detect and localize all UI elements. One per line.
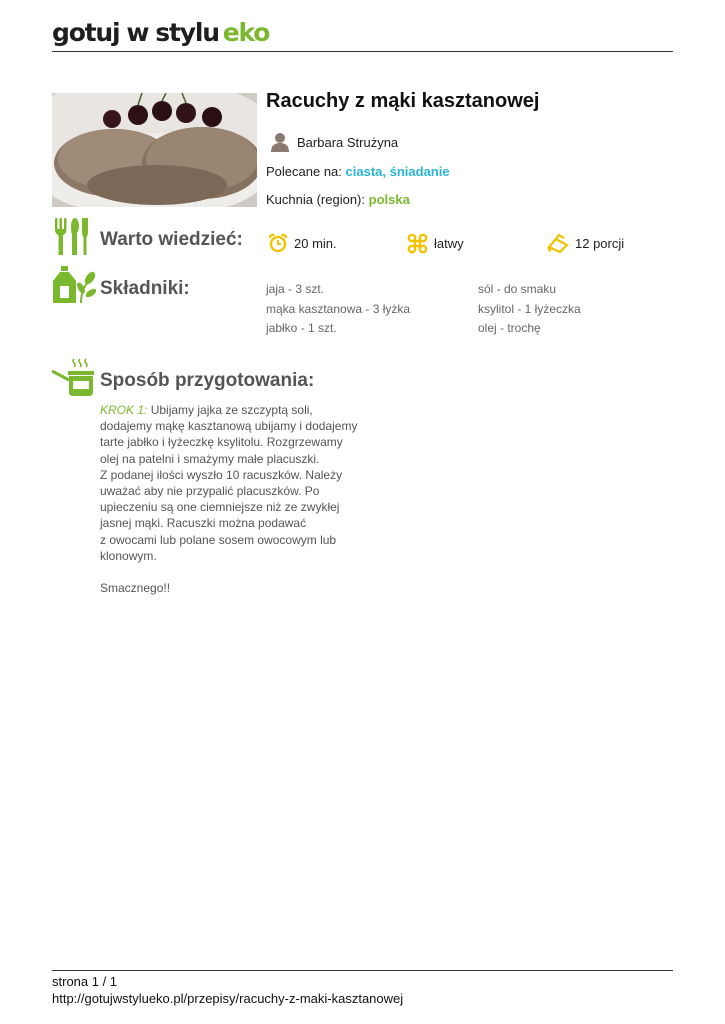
logo-text-gotuj: gotuj bbox=[52, 18, 120, 47]
difficulty-value: łatwy bbox=[434, 236, 464, 251]
ingredient-item: mąka kasztanowa - 3 łyżka bbox=[266, 301, 411, 316]
step-line: uważać aby nie przypalić placuszków. Po bbox=[100, 484, 320, 499]
cooking-pot-icon bbox=[52, 358, 96, 398]
page-number: strona 1 / 1 bbox=[52, 974, 118, 989]
preparation-steps bbox=[100, 402, 400, 596]
step-line: Z podanej ilości wyszło 10 racuszków. Należy bbox=[100, 467, 343, 482]
servings-value: 12 porcji bbox=[575, 235, 625, 251]
author-name[interactable]: Barbara Strużyna bbox=[297, 134, 399, 150]
footer-divider bbox=[52, 970, 673, 971]
header-divider bbox=[52, 51, 673, 52]
step-line bbox=[100, 402, 400, 418]
logo-text-eko: eko bbox=[222, 18, 270, 47]
ingredients-list-right bbox=[478, 280, 581, 339]
ingredients-icon bbox=[52, 266, 96, 304]
step-label: KROK 1: bbox=[100, 403, 148, 417]
step-line: z owocami lub polane sosem owocowym lub bbox=[100, 532, 337, 547]
step-text: Ubijamy jajka ze szczyptą soli, bbox=[150, 403, 313, 417]
servings-icon bbox=[547, 233, 569, 253]
step-line: tarte jabłko i łyżeczkę ksylitolu. Rozgrzewamy bbox=[100, 435, 343, 450]
ingredient-item: jabłko - 1 szt. bbox=[266, 321, 337, 335]
logo-text-stylu: stylu bbox=[155, 18, 219, 47]
recipe-photo bbox=[52, 93, 257, 207]
alarm-clock-icon bbox=[268, 233, 288, 253]
recommended-categories[interactable]: ciasta, śniadanie bbox=[345, 164, 450, 179]
cuisine-value[interactable]: polska bbox=[368, 192, 410, 207]
prep-time bbox=[268, 233, 337, 253]
ingredient-item: ksylitol - 1 łyżeczka bbox=[478, 301, 581, 316]
recommended-label: Polecane na: bbox=[266, 164, 342, 179]
servings bbox=[547, 233, 624, 253]
recommended-line bbox=[266, 164, 450, 179]
ingredient-item: jaja - 3 szt. bbox=[266, 282, 325, 296]
page-footer bbox=[52, 973, 403, 1007]
step-line: klonowym. bbox=[100, 548, 157, 563]
user-icon bbox=[270, 132, 290, 152]
ingredients-heading: Składniki: bbox=[100, 278, 190, 299]
difficulty-icon bbox=[407, 233, 428, 254]
step-line: jasnej mąki. Racuszki można podawać bbox=[100, 516, 307, 531]
difficulty bbox=[407, 233, 464, 254]
preparation-heading: Sposób przygotowania: bbox=[100, 370, 315, 391]
recipe-title: Racuchy z mąki kasztanowej bbox=[266, 90, 540, 112]
cuisine-label: Kuchnia (region): bbox=[266, 192, 365, 207]
cuisine-line bbox=[266, 192, 410, 207]
ingredient-item: sól - do smaku bbox=[478, 282, 557, 296]
site-logo[interactable] bbox=[52, 14, 269, 48]
closing-text: Smacznego!! bbox=[100, 581, 171, 596]
source-url[interactable]: http://gotujwstylueko.pl/przepisy/racuchy-z-maki-kasztanowej bbox=[52, 991, 404, 1006]
ingredients-list-left bbox=[266, 280, 410, 339]
ingredient-item: olej - trochę bbox=[478, 321, 541, 335]
step-line: olej na patelni i smażymy małe placuszki. bbox=[100, 451, 320, 466]
facts-heading: Warto wiedzieć: bbox=[100, 229, 243, 250]
prep-time-value: 20 min. bbox=[294, 235, 337, 251]
cutlery-icon bbox=[52, 217, 90, 257]
logo-text-w: w bbox=[126, 18, 149, 47]
recipe-author bbox=[270, 132, 398, 152]
step-line: upieczeniu są one ciemniejsze niż ze zwykłej bbox=[100, 500, 340, 515]
step-line: dodajemy mąkę kasztanową ubijamy i dodajemy bbox=[100, 419, 358, 434]
